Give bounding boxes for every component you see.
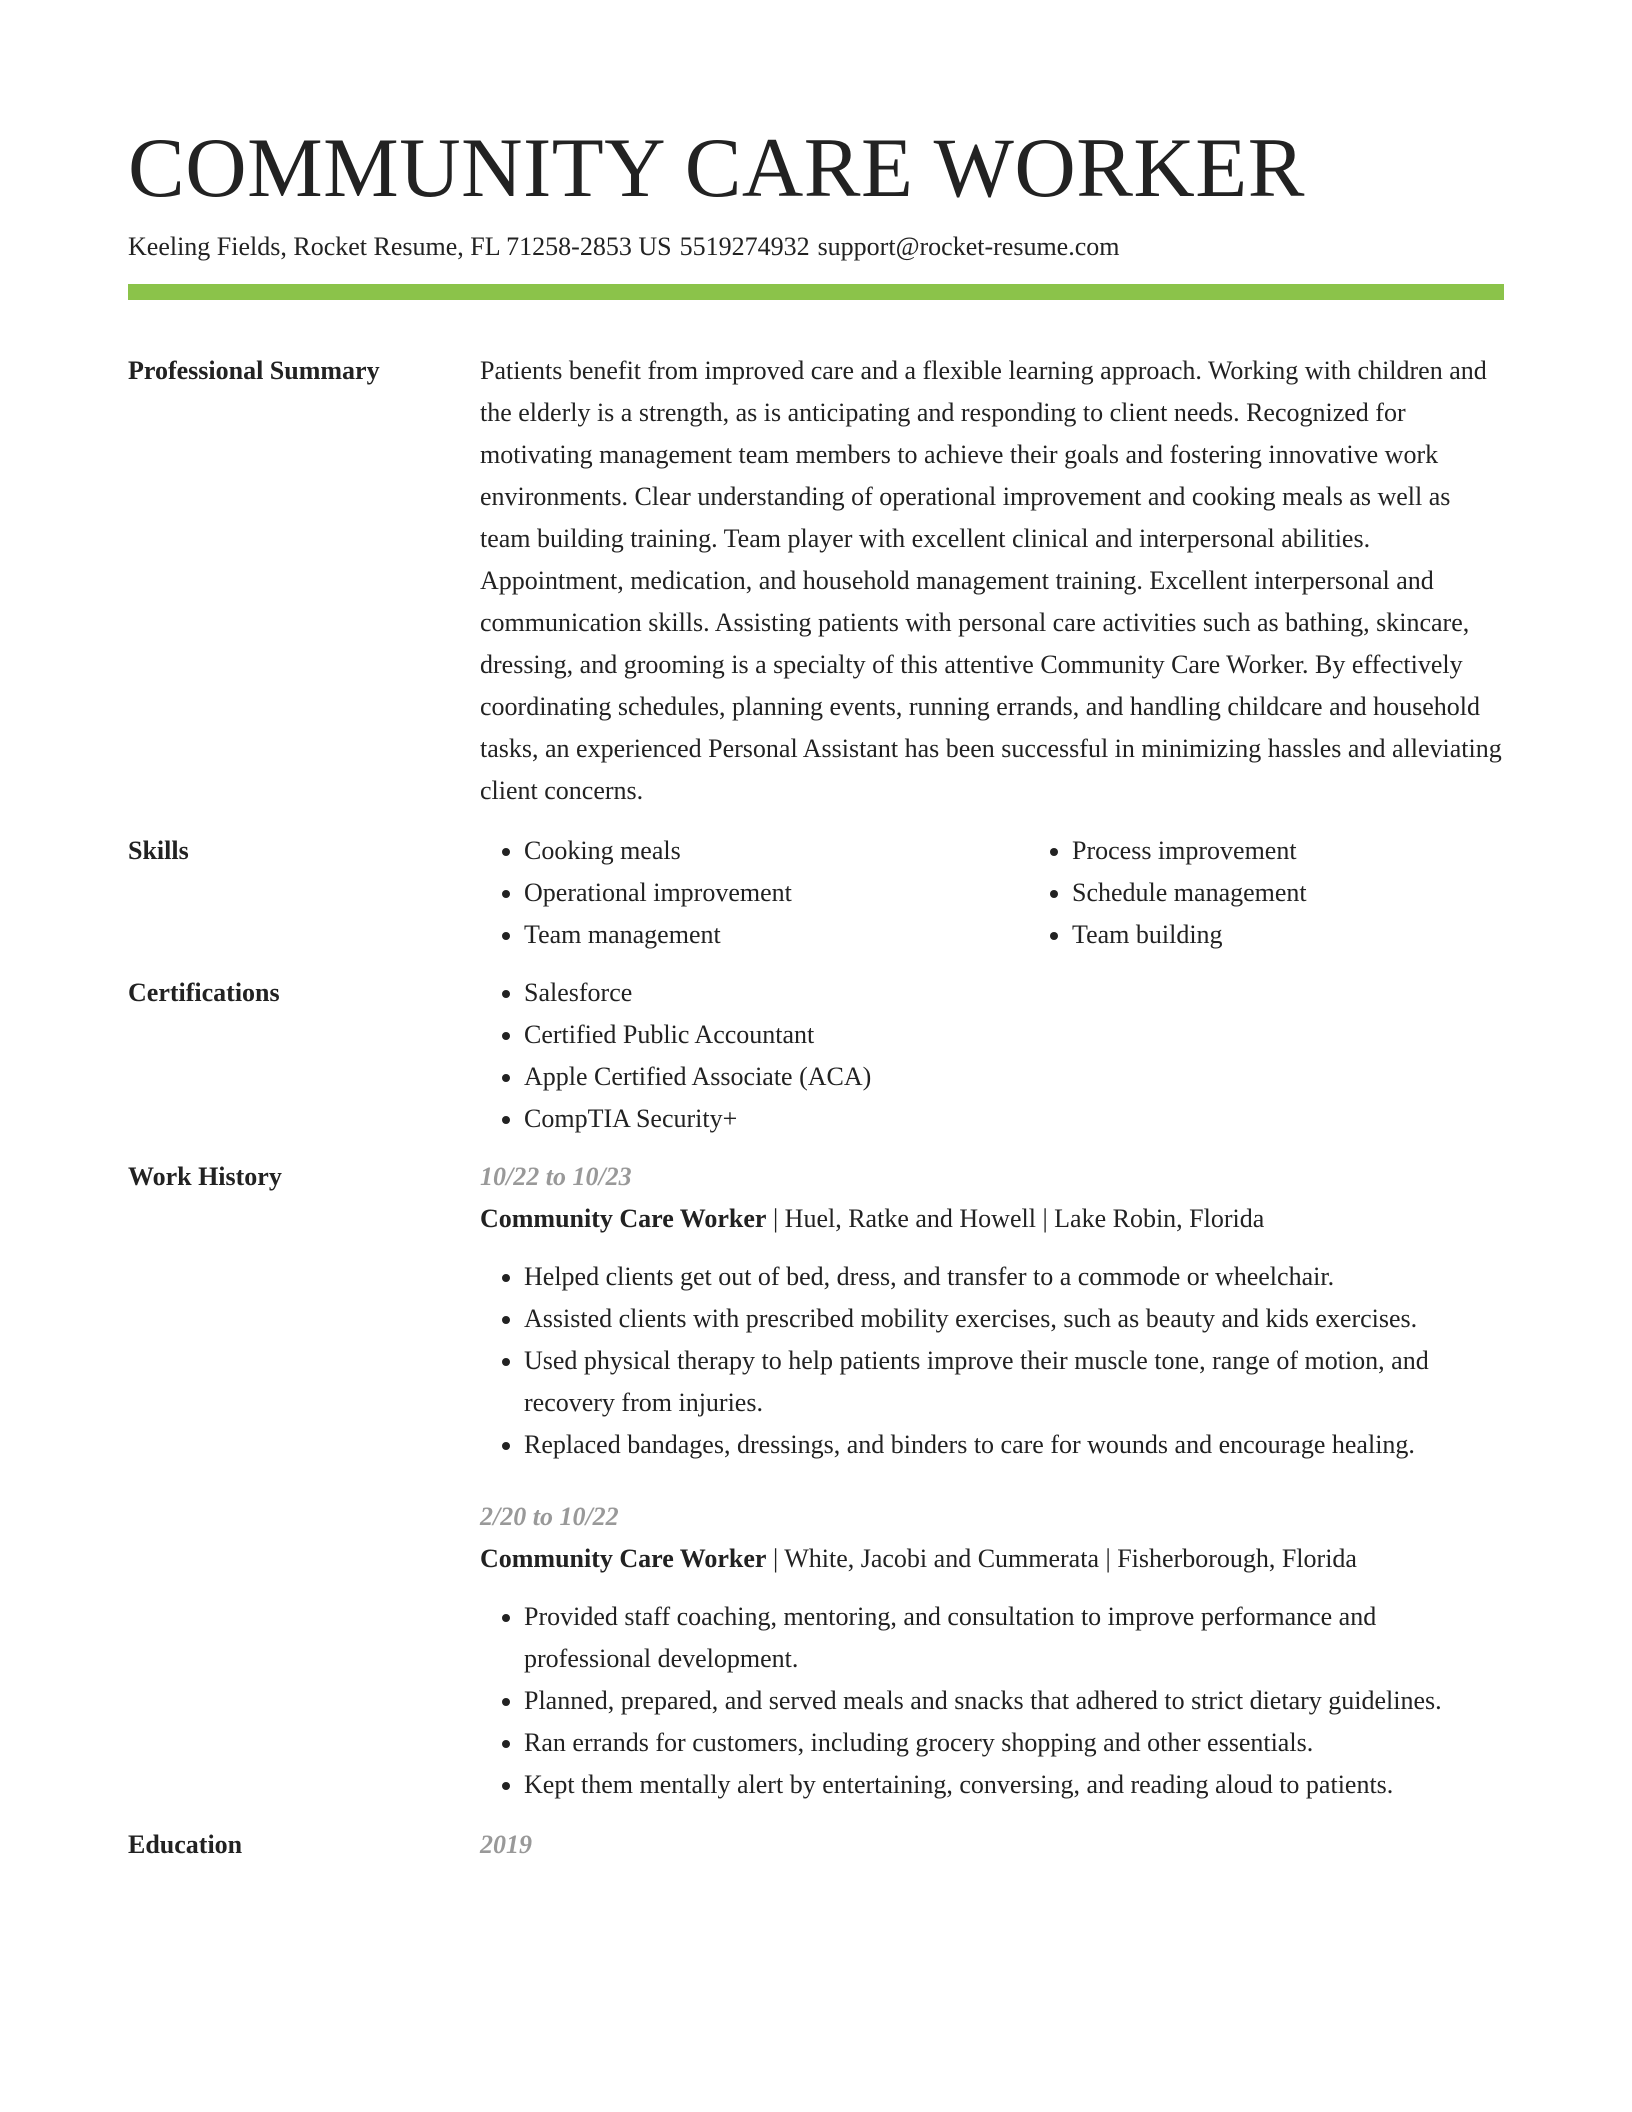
- certification-item: • CompTIA Security+: [524, 1098, 1504, 1140]
- education-dates: 2019: [480, 1830, 532, 1859]
- section-label-education: Education: [128, 1830, 243, 1859]
- skills-section: [128, 830, 1504, 956]
- skills-list-right: [1028, 830, 1576, 956]
- resume-name: COMMUNITY CARE WORKER: [128, 121, 1305, 215]
- job-bullets: [480, 1596, 1504, 1806]
- header-divider: [128, 284, 1504, 300]
- skill-item: • Cooking meals: [524, 830, 1028, 872]
- skill-item: • Operational improvement: [524, 872, 1028, 914]
- job-bullets: [480, 1256, 1504, 1466]
- job-bullet: • Assisted clients with prescribed mobility exercises, such as beauty and kids exercises.: [524, 1298, 1504, 1340]
- section-label-certifications: Certifications: [128, 978, 280, 1007]
- job-bullet: • Helped clients get out of bed, dress, and transfer to a commode or wheelchair.: [524, 1256, 1504, 1298]
- summary-section: [128, 350, 1504, 812]
- work-history-section: [128, 1156, 1504, 1806]
- skill-item: • Schedule management: [1072, 872, 1576, 914]
- job-dates: 2/20 to 10/22: [480, 1502, 619, 1531]
- skill-item: • Process improvement: [1072, 830, 1576, 872]
- section-label-work-history: Work History: [128, 1162, 282, 1191]
- job-entry: [480, 1156, 1504, 1466]
- contact-address: Keeling Fields, Rocket Resume, FL 71258-2853 US: [128, 232, 672, 261]
- job-role: Community Care Worker: [480, 1204, 767, 1233]
- job-title-line: [480, 1538, 1504, 1580]
- section-label-skills: Skills: [128, 836, 189, 865]
- job-entry: [480, 1496, 1504, 1806]
- certification-item: • Certified Public Accountant: [524, 1014, 1504, 1056]
- skills-list-left: [480, 830, 1028, 956]
- certifications-section: [128, 972, 1504, 1140]
- contact-phone: 5519274932: [679, 232, 810, 261]
- certification-item: • Apple Certified Associate (ACA): [524, 1056, 1504, 1098]
- section-label-summary: Professional Summary: [128, 356, 380, 385]
- certifications-list: [480, 972, 1504, 1140]
- resume-page: [128, 118, 1504, 1866]
- job-dates: 10/22 to 10/23: [480, 1162, 632, 1191]
- job-bullet: • Planned, prepared, and served meals and snacks that adhered to strict dietary guidelines.: [524, 1680, 1504, 1722]
- job-employer-location: | Huel, Ratke and Howell | Lake Robin, Florida: [766, 1204, 1265, 1233]
- education-section: [128, 1824, 1504, 1866]
- job-bullet: • Kept them mentally alert by entertaining, conversing, and reading aloud to patients.: [524, 1764, 1504, 1806]
- summary-text: Patients benefit from improved care and a flexible learning approach. Working with children and the elderly is a strength, as is anticipating and responding to client needs. Recognized for motivating management team members to achieve their goals and fostering innovative work environments. Clear understanding of operational improvement and cooking meals as well as team building training. Team player with excellent clinical and interpersonal abilities. Appointment, medication, and household management training. Excellent interpersonal and communication skills. Assisting patients with personal care activities such as bathing, skincare, dressing, and grooming is a specialty of this attentive Community Care Worker. By effectively coordinating schedules, planning events, running errands, and handling childcare and household tasks, an experienced Personal Assistant has been successful in minimizing hassles and alleviating client concerns.: [480, 356, 1502, 805]
- job-employer-location: | White, Jacobi and Cummerata | Fisherborough, Florida: [766, 1544, 1357, 1573]
- skill-item: • Team building: [1072, 914, 1576, 956]
- job-bullet: • Replaced bandages, dressings, and binders to care for wounds and encourage healing.: [524, 1424, 1504, 1466]
- certification-item: • Salesforce: [524, 972, 1504, 1014]
- job-bullet: • Used physical therapy to help patients improve their muscle tone, range of motion, and recovery from injuries.: [524, 1340, 1504, 1424]
- contact-line: [128, 230, 1504, 264]
- skill-item: • Team management: [524, 914, 1028, 956]
- job-bullet: • Provided staff coaching, mentoring, and consultation to improve performance and professional development.: [524, 1596, 1504, 1680]
- contact-email: support@rocket-resume.com: [817, 232, 1120, 261]
- job-bullet: • Ran errands for customers, including grocery shopping and other essentials.: [524, 1722, 1504, 1764]
- job-title-line: [480, 1198, 1504, 1240]
- job-role: Community Care Worker: [480, 1544, 767, 1573]
